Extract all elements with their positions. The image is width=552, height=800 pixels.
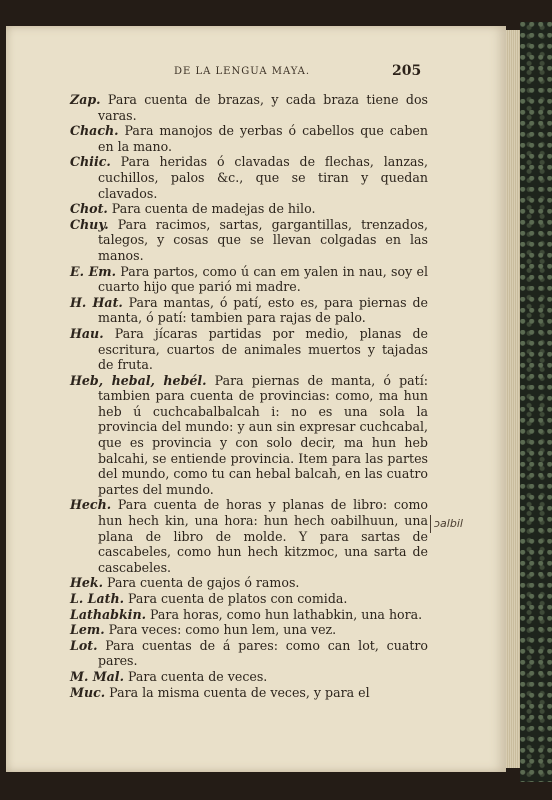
entry-term: H. Hat.	[70, 294, 123, 310]
entry	[70, 373, 428, 498]
entry-term: Lot.	[70, 637, 98, 653]
entry	[70, 591, 428, 607]
entry	[70, 217, 428, 264]
entry-text: Para partos, como ú can em yalen in nau, soy el cuarto hijo que parió mi madre.	[98, 263, 428, 295]
entry	[70, 575, 428, 591]
entry-term: M. Mal.	[70, 668, 124, 684]
page-number: 205	[392, 63, 422, 79]
entry	[70, 622, 428, 638]
entry	[70, 638, 428, 669]
entry-term: Hau.	[70, 325, 104, 341]
margin-annotation: ɔalbil	[434, 517, 463, 530]
entry-text: Para cuenta de gajos ó ramos.	[103, 575, 300, 591]
entry-term: Chot.	[70, 201, 108, 217]
margin-bracket	[430, 515, 431, 533]
entry	[70, 154, 428, 201]
page-body	[70, 92, 428, 700]
entry	[70, 326, 428, 373]
entry-term: Muc.	[70, 684, 106, 700]
entry	[70, 669, 428, 685]
entry-text: Para racimos, sartas, gargantillas, trenzados, talegos, y cosas que se llevan colgadas en las manos.	[98, 216, 428, 263]
entry-text: Para horas, como hun lathabkin, una hora.	[146, 606, 423, 622]
entry	[70, 92, 428, 123]
page-edges	[504, 30, 520, 768]
entry-term: L. Lath.	[70, 591, 124, 606]
entry	[70, 264, 428, 295]
entry-term: Chuy.	[70, 216, 109, 232]
entry	[70, 607, 428, 623]
entry-text: Para mantas, ó patí, esto es, para piernas de manta, ó patí: tambien para rajas de palo.	[98, 294, 428, 326]
entry-text: Para cuentas de á pares: como can lot, cuatro pares.	[97, 637, 428, 669]
entry-term: Lem.	[70, 622, 105, 638]
entry	[70, 685, 428, 701]
entry-text: Para la misma cuenta de veces, y para el	[105, 684, 370, 700]
entry-text: Para cuenta de madejas de hilo.	[107, 201, 316, 217]
entry-term: Zap.	[70, 92, 101, 107]
entry-term: Chach.	[70, 123, 119, 139]
entry-text: Para cuenta de brazas, y cada braza tiene dos varas.	[98, 92, 428, 123]
entry-text: Para cuenta de platos con comida.	[124, 591, 348, 606]
marbled-cover	[520, 22, 552, 782]
entry	[70, 295, 428, 326]
entry	[70, 201, 428, 217]
entry-text: Para heridas ó clavadas de flechas, lanzas, cuchillos, palos &c., que se tiran y quedan clavados.	[98, 154, 428, 201]
entry-text: Para veces: como hun lem, una vez.	[104, 622, 337, 638]
entry-text: Para cuenta de horas y planas de libro: como hun hech kin, una hora: hun hech oabilhuun, una plana de libro de molde. Y para sartas de cascabeles, como hun hech kitzmoc, una sarta de cascabeles.	[98, 497, 428, 575]
entry-text: Para manojos de yerbas ó cabellos que caben en la mano.	[98, 123, 428, 154]
entry-term: Hek.	[70, 575, 104, 591]
entry-term: Hech.	[70, 497, 112, 513]
entry	[70, 123, 428, 154]
entry-text: Para jícaras partidas por medio, planas de escritura, cuartos de animales muertos y tajadas de fruta.	[98, 325, 428, 373]
entry-text: Para cuenta de veces.	[123, 668, 268, 684]
entry-term: Lathabkin.	[70, 606, 147, 622]
entry-term: E. Em.	[70, 263, 116, 279]
page-header	[174, 63, 454, 82]
entry-term: Heb, hebal, hebél.	[70, 372, 207, 388]
entry	[70, 497, 428, 575]
entry-text: Para piernas de manta, ó patí: tambien para cuenta de provincias: como, ma hun heb ú cuchcabalbalcah i: no es una sola la provincia del mundo: y aun sin expresar cuchcabal, que es provincia y con solo decir, ma hun heb balcahi, se entiende provincia. Item para las partes del mundo, como tu can hebal balcah, en las cuatro partes del mundo.	[98, 372, 428, 497]
running-head: DE LA LENGUA MAYA.	[174, 66, 311, 77]
entry-term: Chiic.	[70, 154, 111, 170]
